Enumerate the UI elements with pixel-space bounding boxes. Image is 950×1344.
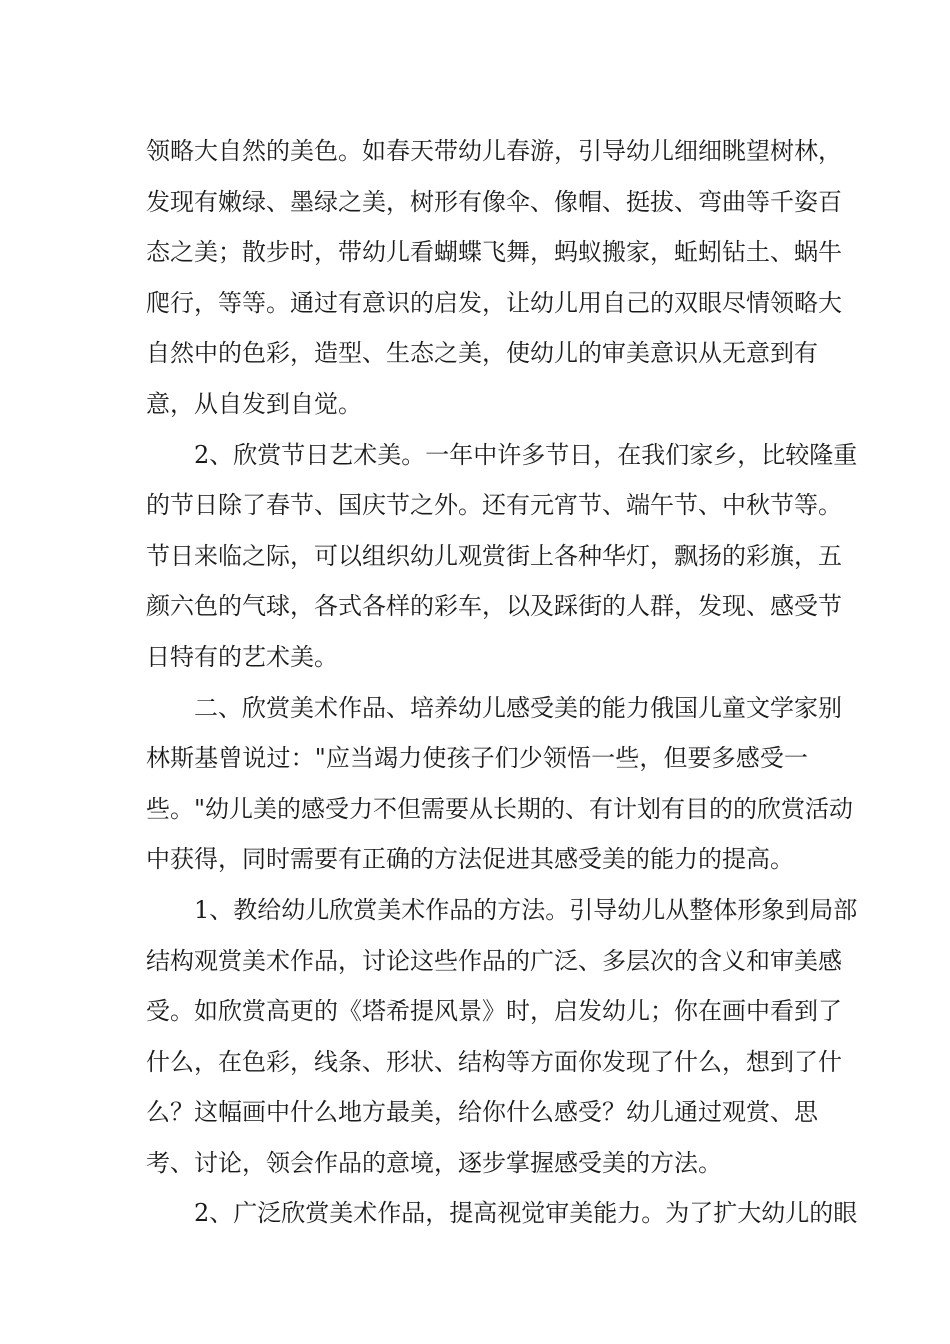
paragraph-first-line: 2、欣赏节日艺术美。一年中许多节日，在我们家乡，比较隆重 [194, 440, 858, 469]
text-line: 什么，在色彩，线条、形状、结构等方面你发现了什么，想到了什 [146, 1047, 842, 1076]
paragraph-first-line: 2、广泛欣赏美术作品，提高视觉审美能力。为了扩大幼儿的眼 [194, 1199, 858, 1228]
text-line: 颜六色的气球，各式各样的彩车，以及踩街的人群，发现、感受节 [146, 592, 842, 621]
text-line: 意，从自发到自觉。 [146, 389, 362, 418]
text-line: 的节日除了春节、国庆节之外。还有元宵节、端午节、中秋节等。 [146, 491, 842, 520]
text-line: 态之美；散步时，带幼儿看蝴蝶飞舞，蚂蚁搬家，蚯蚓钻土、蜗牛 [146, 238, 842, 267]
text-line: 受。如欣赏高更的《塔希提风景》时，启发幼儿；你在画中看到了 [146, 997, 842, 1026]
text-line: 日特有的艺术美。 [146, 642, 338, 671]
document-body [146, 126, 858, 1239]
text-line: 考、讨论，领会作品的意境，逐步掌握感受美的方法。 [146, 1148, 722, 1177]
text-line: 些。"幼儿美的感受力不但需要从长期的、有计划有目的的欣赏活动 [146, 794, 854, 823]
text-line: 自然中的色彩，造型、生态之美，使幼儿的审美意识从无意到有 [146, 339, 818, 368]
text-line: 发现有嫩绿、墨绿之美，树形有像伞、像帽、挺拔、弯曲等千姿百 [146, 187, 842, 216]
text-line: 爬行，等等。通过有意识的启发，让幼儿用自己的双眼尽情领略大 [146, 288, 842, 317]
paragraph-first-line: 1、教给幼儿欣赏美术作品的方法。引导幼儿从整体形象到局部 [194, 895, 858, 924]
text-line: 节日来临之际，可以组织幼儿观赏街上各种华灯，飘扬的彩旗，五 [146, 541, 842, 570]
text-line: 林斯基曾说过："应当竭力使孩子们少领悟一些，但要多感受一 [146, 744, 808, 773]
text-line: 中获得，同时需要有正确的方法促进其感受美的能力的提高。 [146, 845, 794, 874]
text-line: 领略大自然的美色。如春天带幼儿春游，引导幼儿细细眺望树林， [146, 137, 842, 165]
paragraph-first-line: 二、欣赏美术作品、培养幼儿感受美的能力俄国儿童文学家别 [194, 693, 842, 722]
text-line: 么？这幅画中什么地方最美，给你什么感受？幼儿通过观赏、思 [146, 1098, 818, 1127]
text-line: 结构观赏美术作品，讨论这些作品的广泛、多层次的含义和审美感 [146, 946, 842, 975]
